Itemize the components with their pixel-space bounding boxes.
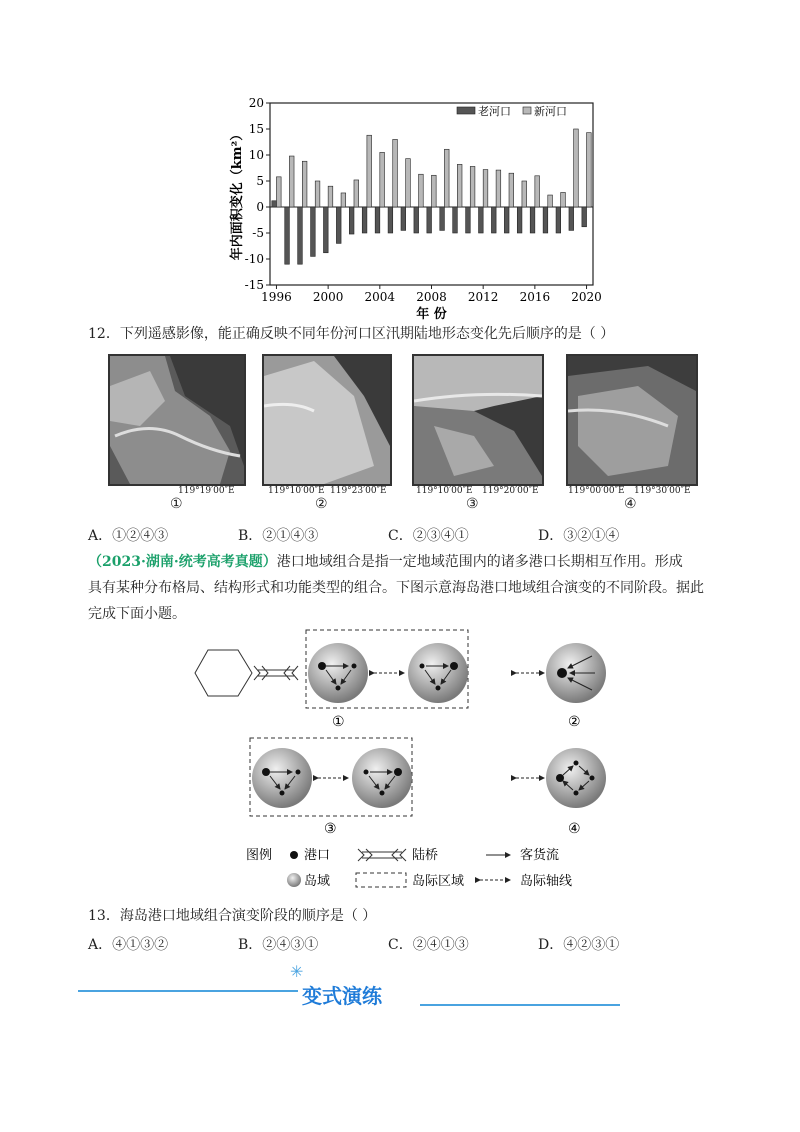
- img3-label: ③: [466, 496, 479, 512]
- y-tick-label: -5: [252, 226, 264, 240]
- port-dot: [380, 791, 385, 796]
- satellite-image-2: [262, 354, 392, 486]
- port-dot: [394, 768, 402, 776]
- bar-old-2007: [414, 207, 419, 233]
- question-13-stem: 13．海岛港口地域组合演变阶段的顺序是（ ）: [88, 908, 377, 924]
- img4-lon1: 119°00′00″E: [568, 486, 625, 496]
- x-tick-label: 2020: [571, 290, 602, 304]
- bar-new-2001: [341, 193, 346, 207]
- satellite-image-4: [566, 354, 698, 486]
- bar-old-2000: [323, 207, 328, 253]
- y-tick-label: -15: [244, 278, 264, 292]
- y-tick-label: 5: [256, 174, 264, 188]
- bar-new-2018: [561, 192, 566, 207]
- passage-text-2: 具有某种分布格局、结构形式和功能类型的组合。下图示意海岛港口地域组合演变的不同阶段。据此: [88, 580, 704, 596]
- bar-new-2005: [393, 139, 398, 207]
- island: [408, 643, 468, 703]
- bar-old-2009: [440, 207, 445, 230]
- bar-new-2012: [483, 170, 488, 207]
- bar-old-2019: [569, 207, 574, 230]
- x-tick-label: 2004: [364, 290, 396, 304]
- bar-new-2019: [574, 129, 579, 207]
- bar-old-2010: [453, 207, 458, 233]
- port-diagram: [190, 628, 620, 890]
- port-dot: [318, 662, 326, 670]
- bar-new-2009: [444, 149, 449, 207]
- y-axis-label: 年内面积变化（km²）: [230, 127, 245, 261]
- island: [252, 748, 312, 808]
- port-dot: [436, 686, 441, 691]
- banner-sparkle-icon: ✳: [290, 962, 304, 981]
- bar-old-2014: [504, 207, 509, 233]
- bar-new-2015: [522, 181, 527, 207]
- port-dot: [556, 774, 564, 782]
- port-dot: [420, 664, 425, 669]
- y-tick-label: -10: [244, 252, 264, 266]
- bar-new-2004: [380, 152, 385, 207]
- island: [546, 748, 606, 808]
- question-12-stem: 12．下列遥感影像，能正确反映不同年份河口区汛期陆地形态变化先后顺序的是（ ）: [88, 326, 615, 342]
- y-tick-label: 0: [256, 200, 264, 214]
- bar-new-2014: [509, 173, 514, 207]
- bar-old-2006: [401, 207, 406, 230]
- x-tick-label: 2016: [519, 290, 551, 304]
- bar-old-2020: [582, 207, 587, 227]
- bar-new-2006: [406, 159, 411, 207]
- img1-label: ①: [170, 496, 183, 512]
- img2-lon1: 119°10′00″E: [268, 486, 325, 496]
- bar-new-2011: [470, 166, 475, 207]
- bar-old-2018: [556, 207, 561, 233]
- y-tick-label: 10: [248, 148, 264, 162]
- legend-label-old: 老河口: [478, 105, 511, 118]
- bar-old-2012: [479, 207, 484, 233]
- q13-option-a[interactable]: A．④①③②: [88, 937, 169, 953]
- legend-zone-box: [356, 873, 406, 887]
- x-axis-label: 年 份: [416, 307, 447, 320]
- bar-new-2013: [496, 170, 501, 207]
- legend-landbridge-symbol: [358, 849, 406, 861]
- land-bridge-symbol: [254, 666, 298, 680]
- bar-new-2010: [457, 164, 462, 207]
- port-dot: [557, 668, 567, 678]
- legend-title: 图例: [246, 848, 273, 863]
- y-tick-label: 15: [248, 122, 264, 136]
- bar-old-2017: [543, 207, 548, 233]
- img4-label: ④: [624, 496, 637, 512]
- port-dot: [450, 662, 458, 670]
- port-dot: [590, 776, 595, 781]
- legend-port: 港口: [304, 848, 331, 863]
- bar-new-2000: [328, 186, 333, 207]
- img2-lon2: 119°23′00″E: [330, 486, 387, 496]
- passage: [88, 549, 728, 627]
- port-dot: [364, 770, 369, 775]
- bar-old-2003: [362, 207, 367, 233]
- q12-option-a[interactable]: A．①②④③: [88, 528, 169, 544]
- bar-old-2008: [427, 207, 432, 233]
- bar-old-1997: [285, 207, 290, 264]
- island: [308, 643, 368, 703]
- bar-new-2007: [419, 174, 424, 207]
- bar-old-2004: [375, 207, 380, 233]
- legend-axis: 岛际轴线: [520, 874, 573, 889]
- bar-new-1996: [276, 177, 281, 207]
- stage4-label: ④: [568, 821, 581, 837]
- bar-new-2002: [354, 180, 359, 207]
- legend-landbridge: 陆桥: [412, 848, 439, 863]
- x-tick-label: 1996: [261, 290, 292, 304]
- q12-option-d[interactable]: D．③②①④: [538, 528, 620, 544]
- img4-lon2: 119°30′00″E: [634, 486, 691, 496]
- port-dot: [296, 770, 301, 775]
- bar-old-2015: [517, 207, 522, 233]
- bar-new-1997: [289, 156, 294, 207]
- q13-option-b[interactable]: B．②④③①: [238, 937, 319, 953]
- port-dot: [574, 761, 579, 766]
- stage1-label: ①: [332, 714, 345, 730]
- bar-old-2011: [466, 207, 471, 233]
- q12-option-b[interactable]: B．②①④③: [238, 528, 319, 544]
- banner-title: 变式演练: [302, 984, 382, 1008]
- bar-old-2001: [336, 207, 341, 243]
- y-tick-label: 20: [248, 96, 264, 110]
- bar-old-1996: [272, 201, 277, 207]
- legend-swatch-old: [457, 107, 475, 114]
- banner-line-left: [78, 990, 298, 992]
- bar-old-2002: [349, 207, 354, 234]
- legend-label-new: 新河口: [534, 105, 567, 118]
- x-tick-label: 2000: [312, 290, 344, 304]
- port-dot: [262, 768, 270, 776]
- bar-new-2016: [535, 176, 540, 207]
- island: [352, 748, 412, 808]
- q12-option-c[interactable]: C．②③④①: [388, 528, 469, 544]
- legend-port-dot: [290, 851, 298, 859]
- legend-flow: 客货流: [520, 848, 560, 863]
- img3-lon1: 119°10′00″E: [416, 486, 473, 496]
- q13-option-c[interactable]: C．②④①③: [388, 937, 469, 953]
- port-dot: [336, 686, 341, 691]
- legend-zone: 岛际区域: [412, 874, 465, 889]
- bar-old-1998: [298, 207, 303, 264]
- legend-island-text: 岛域: [304, 874, 331, 889]
- bar-old-2013: [491, 207, 496, 233]
- stage3-label: ③: [324, 821, 337, 837]
- passage-text-3: 完成下面小题。: [88, 606, 186, 622]
- passage-source: （2023·湖南·统考高考真题）: [88, 554, 277, 570]
- stage2-label: ②: [568, 714, 581, 730]
- img3-lon2: 119°20′00″E: [482, 486, 539, 496]
- bar-new-2003: [367, 135, 372, 207]
- bar-new-2017: [548, 195, 553, 207]
- bar-new-2020: [587, 133, 592, 207]
- port-dot: [352, 664, 357, 669]
- banner-line-right: [420, 1004, 620, 1006]
- img2-label: ②: [315, 496, 328, 512]
- bar-old-2005: [388, 207, 393, 233]
- bar-new-1999: [315, 181, 320, 207]
- port-dot: [280, 791, 285, 796]
- legend-island: [287, 873, 301, 887]
- satellite-image-1: [108, 354, 246, 486]
- bar-new-1998: [302, 161, 307, 207]
- legend-swatch-new: [523, 107, 531, 114]
- passage-text-1: 港口地域组合是指一定地域范围内的诸多港口长期相互作用。形成: [276, 554, 683, 570]
- port-dot: [574, 791, 579, 796]
- q13-option-d[interactable]: D．④②③①: [538, 937, 620, 953]
- satellite-image-3: [412, 354, 544, 486]
- bar-old-1999: [311, 207, 316, 256]
- bar-new-2008: [432, 175, 437, 207]
- img1-lon: 119°19′00″E: [178, 486, 235, 496]
- bar-chart: [225, 95, 605, 320]
- x-tick-label: 2008: [416, 290, 447, 304]
- bar-old-2016: [530, 207, 535, 233]
- x-tick-label: 2012: [467, 290, 499, 304]
- land-hexagon: [195, 650, 252, 696]
